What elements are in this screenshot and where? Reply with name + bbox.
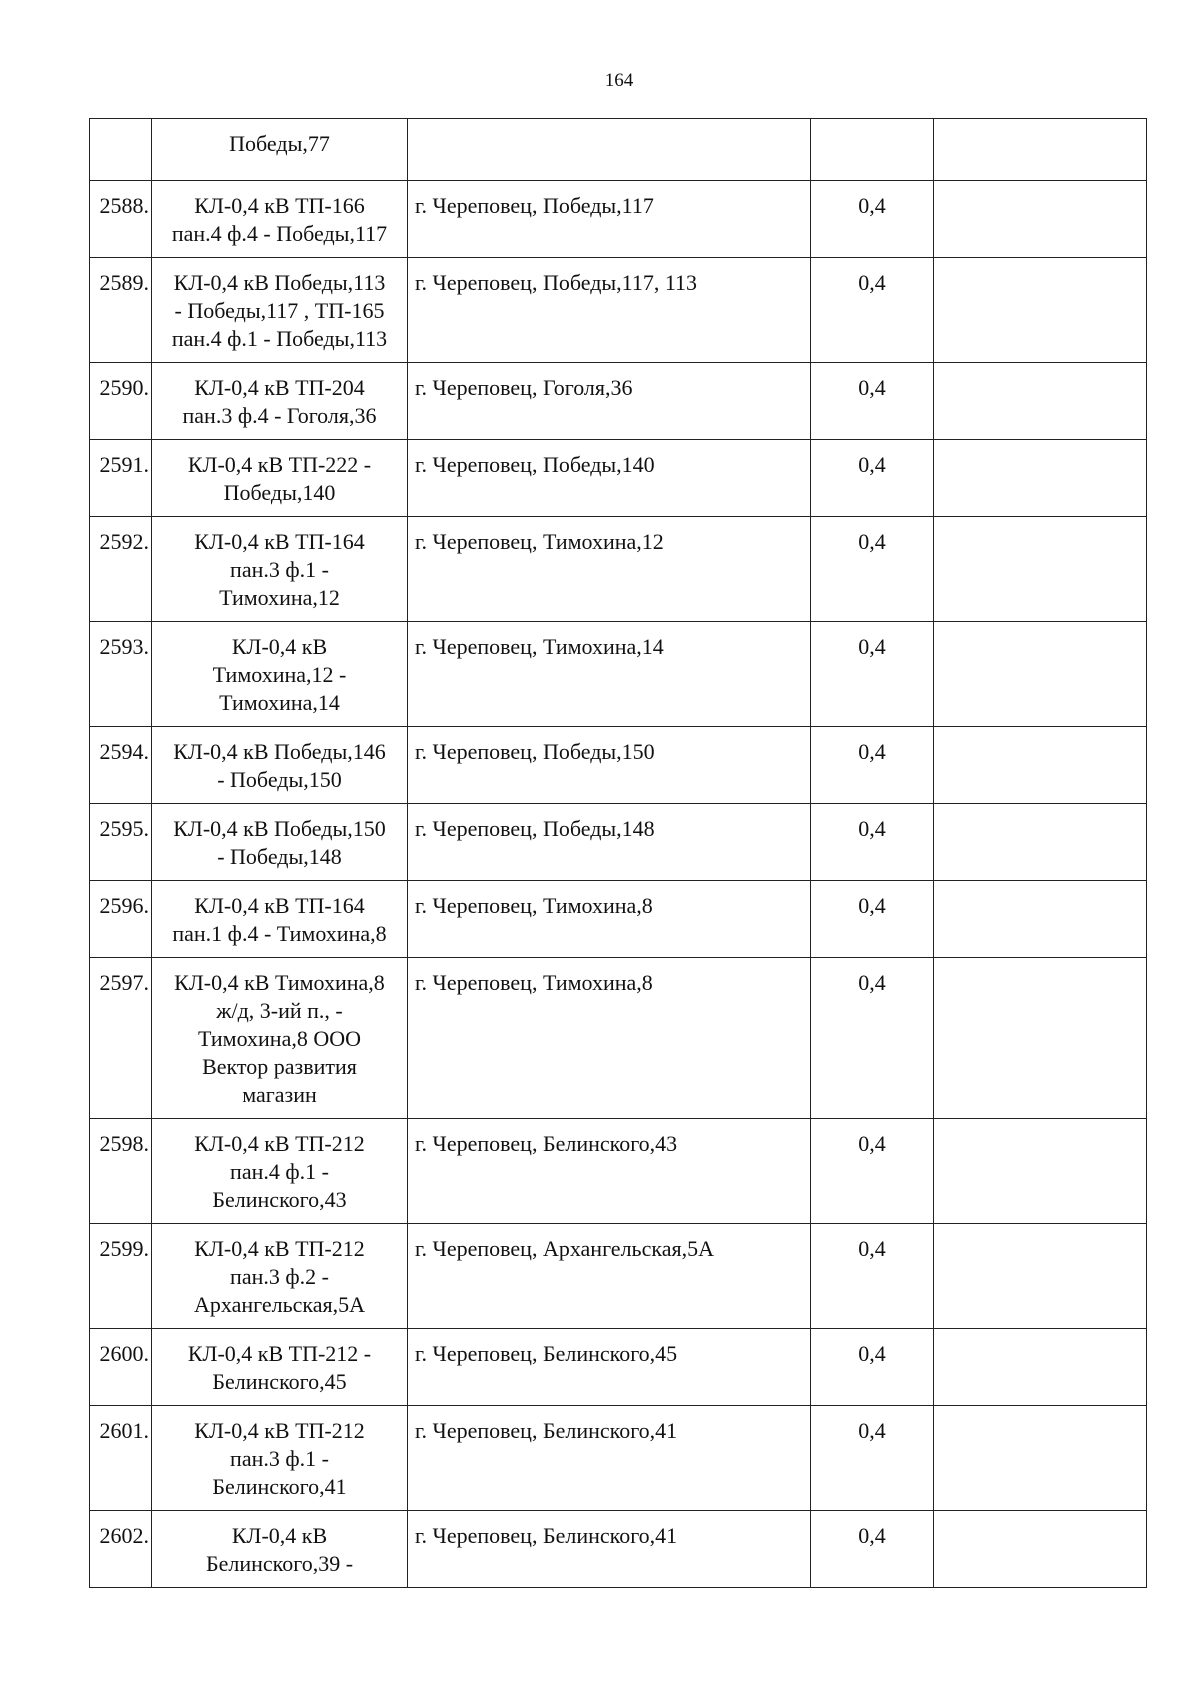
- table-row: [90, 440, 1147, 517]
- row-number-cell: 2593.: [90, 622, 152, 727]
- line-name-text: пан.3 ф.2 -: [230, 1264, 329, 1289]
- row-number-cell: 2599.: [90, 1224, 152, 1329]
- row-number-cell: 2601.: [90, 1406, 152, 1511]
- note-cell: [934, 181, 1147, 258]
- address-cell: г. Череповец, Архангельская,5А: [408, 1224, 811, 1329]
- address-cell: г. Череповец, Белинского,41: [408, 1511, 811, 1588]
- line-name-text: магазин: [242, 1082, 317, 1107]
- line-name-cell: [152, 622, 408, 727]
- note-cell: [934, 119, 1147, 181]
- note-cell: [934, 1224, 1147, 1329]
- line-name-text: Тимохина,12: [219, 585, 340, 610]
- voltage-cell: 0,4: [811, 440, 934, 517]
- line-name-text: КЛ-0,4 кВ ТП-166: [194, 193, 365, 218]
- address-cell: г. Череповец, Победы,117: [408, 181, 811, 258]
- line-name-text: КЛ-0,4 кВ: [231, 634, 328, 659]
- page-number: 164: [604, 70, 634, 91]
- line-name-cell: [152, 363, 408, 440]
- voltage-cell: [811, 119, 934, 181]
- line-name-cell: [152, 1406, 408, 1511]
- table-row: [90, 622, 1147, 727]
- table-row: [90, 1224, 1147, 1329]
- line-name-text: Белинского,45: [212, 1369, 347, 1394]
- address-cell: г. Череповец, Победы,117, 113: [408, 258, 811, 363]
- line-name-text: КЛ-0,4 кВ ТП-212: [194, 1236, 365, 1261]
- table-row: [90, 258, 1147, 363]
- line-name-cell: [152, 958, 408, 1119]
- voltage-cell: 0,4: [811, 1329, 934, 1406]
- row-number-cell: 2600.: [90, 1329, 152, 1406]
- line-name-text: КЛ-0,4 кВ ТП-164: [194, 893, 365, 918]
- table-row: [90, 727, 1147, 804]
- line-name-text: Белинского,41: [212, 1474, 347, 1499]
- address-cell: г. Череповец, Тимохина,12: [408, 517, 811, 622]
- line-name-cell: [152, 804, 408, 881]
- line-name-text: Вектор развития: [202, 1054, 357, 1079]
- line-name-cell: [152, 440, 408, 517]
- line-name-text: Победы,77: [229, 131, 330, 156]
- table-row: [90, 881, 1147, 958]
- line-name-cell: [152, 1224, 408, 1329]
- line-name-cell: [152, 881, 408, 958]
- row-number-cell: 2595.: [90, 804, 152, 881]
- address-cell: г. Череповец, Тимохина,8: [408, 958, 811, 1119]
- address-cell: г. Череповец, Победы,150: [408, 727, 811, 804]
- line-name-text: КЛ-0,4 кВ: [231, 1523, 328, 1548]
- note-cell: [934, 727, 1147, 804]
- voltage-cell: 0,4: [811, 1511, 934, 1588]
- line-name-text: КЛ-0,4 кВ ТП-222 -: [187, 452, 372, 477]
- row-number-cell: [90, 119, 152, 181]
- table-row: [90, 363, 1147, 440]
- address-cell: г. Череповец, Тимохина,8: [408, 881, 811, 958]
- line-name-cell: [152, 119, 408, 181]
- line-name-text: пан.4 ф.4 - Победы,117: [171, 221, 388, 246]
- table-row: [90, 181, 1147, 258]
- note-cell: [934, 1119, 1147, 1224]
- voltage-cell: 0,4: [811, 181, 934, 258]
- line-name-text: пан.3 ф.1 -: [230, 1446, 329, 1471]
- note-cell: [934, 804, 1147, 881]
- table-row: [90, 1119, 1147, 1224]
- line-name-text: - Победы,117 , ТП-165: [174, 298, 385, 323]
- voltage-cell: 0,4: [811, 363, 934, 440]
- note-cell: [934, 1329, 1147, 1406]
- address-cell: г. Череповец, Белинского,43: [408, 1119, 811, 1224]
- line-name-text: Белинского,43: [212, 1187, 347, 1212]
- line-name-text: КЛ-0,4 кВ Победы,113: [173, 270, 386, 295]
- line-name-text: - Победы,148: [217, 844, 342, 869]
- line-name-text: КЛ-0,4 кВ Тимохина,8: [174, 970, 385, 995]
- line-name-text: ж/д, 3-ий п., -: [216, 998, 343, 1023]
- table-row: [90, 119, 1147, 181]
- line-name-text: КЛ-0,4 кВ ТП-204: [194, 375, 365, 400]
- line-name-cell: [152, 1511, 408, 1588]
- line-name-text: КЛ-0,4 кВ ТП-212: [194, 1418, 365, 1443]
- voltage-cell: 0,4: [811, 727, 934, 804]
- note-cell: [934, 517, 1147, 622]
- table-row: [90, 1406, 1147, 1511]
- table-row: [90, 958, 1147, 1119]
- row-number-cell: 2589.: [90, 258, 152, 363]
- voltage-cell: 0,4: [811, 958, 934, 1119]
- row-number-cell: 2596.: [90, 881, 152, 958]
- row-number-cell: 2597.: [90, 958, 152, 1119]
- line-name-text: Тимохина,14: [219, 690, 340, 715]
- note-cell: [934, 1406, 1147, 1511]
- address-cell: г. Череповец, Белинского,45: [408, 1329, 811, 1406]
- line-name-cell: [152, 517, 408, 622]
- voltage-cell: 0,4: [811, 517, 934, 622]
- note-cell: [934, 958, 1147, 1119]
- line-name-text: КЛ-0,4 кВ Победы,146: [173, 739, 386, 764]
- voltage-cell: 0,4: [811, 1406, 934, 1511]
- line-name-text: КЛ-0,4 кВ ТП-212: [194, 1131, 365, 1156]
- line-name-text: КЛ-0,4 кВ ТП-212 -: [187, 1341, 372, 1366]
- line-name-text: КЛ-0,4 кВ ТП-164: [194, 529, 365, 554]
- line-name-text: Тимохина,12 -: [212, 662, 347, 687]
- address-cell: г. Череповец, Гоголя,36: [408, 363, 811, 440]
- note-cell: [934, 258, 1147, 363]
- row-number-cell: 2590.: [90, 363, 152, 440]
- address-cell: г. Череповец, Победы,148: [408, 804, 811, 881]
- line-name-text: Тимохина,8 ООО: [197, 1026, 361, 1051]
- line-name-text: пан.4 ф.1 - Победы,113: [171, 326, 388, 351]
- table-row: [90, 517, 1147, 622]
- line-name-text: пан.4 ф.1 -: [230, 1159, 329, 1184]
- row-number-cell: 2588.: [90, 181, 152, 258]
- address-cell: г. Череповец, Белинского,41: [408, 1406, 811, 1511]
- note-cell: [934, 1511, 1147, 1588]
- line-name-text: Победы,140: [223, 480, 336, 505]
- voltage-cell: 0,4: [811, 1119, 934, 1224]
- address-cell: г. Череповец, Победы,140: [408, 440, 811, 517]
- line-name-text: Архангельская,5А: [193, 1292, 366, 1317]
- voltage-cell: 0,4: [811, 1224, 934, 1329]
- line-name-cell: [152, 1329, 408, 1406]
- table-row: [90, 1511, 1147, 1588]
- table-row: [90, 1329, 1147, 1406]
- line-name-text: Белинского,39 -: [205, 1551, 354, 1576]
- address-cell: г. Череповец, Тимохина,14: [408, 622, 811, 727]
- note-cell: [934, 440, 1147, 517]
- row-number-cell: 2598.: [90, 1119, 152, 1224]
- row-number-cell: 2591.: [90, 440, 152, 517]
- row-number-cell: 2592.: [90, 517, 152, 622]
- line-name-text: пан.3 ф.4 - Гоголя,36: [182, 403, 377, 428]
- line-name-cell: [152, 258, 408, 363]
- note-cell: [934, 363, 1147, 440]
- voltage-cell: 0,4: [811, 881, 934, 958]
- row-number-cell: 2602.: [90, 1511, 152, 1588]
- line-name-cell: [152, 181, 408, 258]
- table-row: [90, 804, 1147, 881]
- line-name-cell: [152, 1119, 408, 1224]
- registry-table-body: [90, 119, 1147, 1588]
- address-cell: [408, 119, 811, 181]
- line-name-text: КЛ-0,4 кВ Победы,150: [173, 816, 386, 841]
- voltage-cell: 0,4: [811, 804, 934, 881]
- line-name-text: пан.3 ф.1 -: [230, 557, 329, 582]
- row-number-cell: 2594.: [90, 727, 152, 804]
- note-cell: [934, 622, 1147, 727]
- note-cell: [934, 881, 1147, 958]
- line-name-text: - Победы,150: [217, 767, 342, 792]
- line-name-text: пан.1 ф.4 - Тимохина,8: [172, 921, 387, 946]
- voltage-cell: 0,4: [811, 258, 934, 363]
- voltage-cell: 0,4: [811, 622, 934, 727]
- line-name-cell: [152, 727, 408, 804]
- registry-table: [89, 118, 1147, 1588]
